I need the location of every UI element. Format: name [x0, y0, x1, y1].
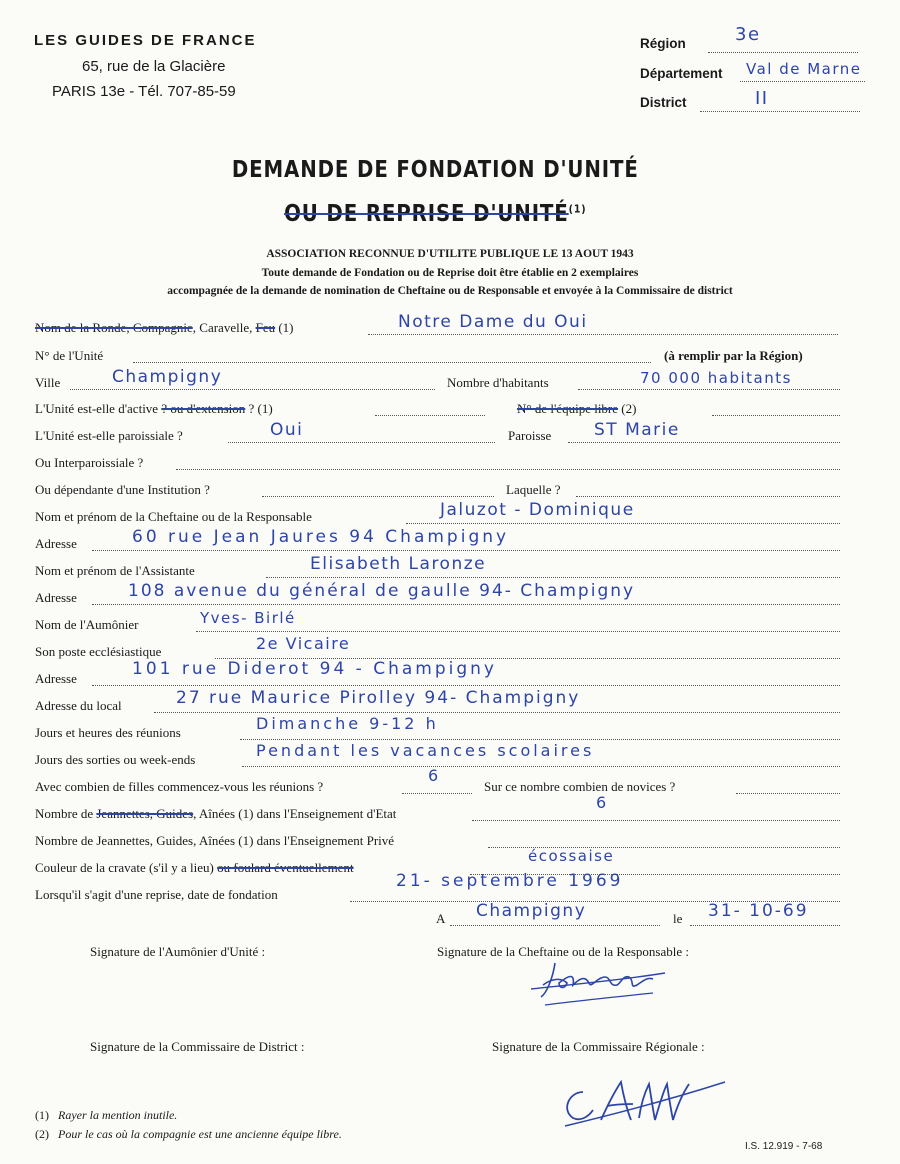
- signature-regionale-label: Signature de la Commissaire Régionale :: [492, 1039, 705, 1054]
- field-paroissiale-label: L'Unité est-elle paroissiale ?: [35, 428, 183, 443]
- field-filles-label: Avec combien de filles commencez-vous les réunions ?: [35, 779, 324, 794]
- organization-address-city: PARIS 13e - Tél. 707-85-59: [52, 83, 236, 100]
- field-interparoissiale-line: [176, 469, 840, 470]
- field-poste-label: Son poste ecclésiastique: [35, 644, 162, 659]
- field-equipe-label: [517, 401, 636, 417]
- cravate-label-text: Couleur de la cravate (s'il y a lieu): [35, 860, 218, 875]
- date-value: 31- 10-69: [708, 901, 809, 921]
- field-reprise-label: Lorsqu'il s'agit d'une reprise, date de fondation: [35, 887, 278, 902]
- etat-prefix: Nombre de: [35, 806, 97, 821]
- field-adresse-cheftaine-line: [92, 550, 840, 551]
- district-value: II: [755, 88, 769, 109]
- district-label: District: [640, 95, 687, 110]
- field-aumonier-value: Yves- Birlé: [200, 609, 296, 627]
- field-cravate-label: [35, 860, 354, 876]
- field-sorties-line: [242, 766, 840, 767]
- organization-name: LES GUIDES DE FRANCE: [34, 32, 257, 49]
- field-institution-line: [262, 496, 494, 497]
- regionale-handwritten-signature: [555, 1070, 735, 1130]
- field-no-unite-line: [133, 362, 651, 363]
- field-cheftaine-label: Nom et prénom de la Cheftaine ou de la Responsable: [35, 509, 312, 524]
- nom-ronde-note: (1): [275, 320, 294, 335]
- field-etat-line: [472, 820, 840, 821]
- field-ville-line: [70, 389, 435, 390]
- field-adresse-cheftaine-value: 60 rue Jean Jaures 94 Champigny: [132, 527, 510, 547]
- field-adresse-assistante-value: 108 avenue du général de gaulle 94- Champigny: [128, 581, 636, 601]
- field-reunions-value: Dimanche 9-12 h: [256, 714, 439, 733]
- field-paroisse-label: Paroisse: [508, 428, 552, 443]
- field-aumonier-line: [196, 631, 840, 632]
- field-sorties-value: Pendant les vacances scolaires: [256, 741, 595, 760]
- field-adresse-cheftaine-label: Adresse: [35, 536, 77, 551]
- place-label: A: [436, 911, 446, 926]
- region-value: 3e: [735, 24, 761, 45]
- field-etat-value: 6: [596, 793, 608, 812]
- form-subtitle: [61, 201, 809, 227]
- cravate-struck: ou foulard éventuellement: [217, 860, 354, 875]
- departement-value: Val de Marne: [746, 60, 862, 78]
- etat-suffix: , Aînées (1) dans l'Enseignement d'Etat: [193, 806, 397, 821]
- instruction-line-2: accompagnée de la demande de nomination de Cheftaine ou de Responsable et envoyée à la Commissaire de district: [167, 285, 733, 297]
- field-paroissiale-line: [228, 442, 495, 443]
- field-paroisse-value: ST Marie: [594, 420, 680, 440]
- field-active-label: [35, 401, 273, 417]
- departement-label: Département: [640, 66, 723, 81]
- field-no-unite-label: N° de l'Unité: [35, 348, 104, 363]
- field-habitants-line: [578, 389, 840, 390]
- field-reprise-value: 21- septembre 1969: [396, 871, 624, 891]
- field-adresse-aumonier-value: 101 rue Diderot 94 - Champigny: [132, 659, 497, 679]
- field-assistante-label: Nom et prénom de l'Assistante: [35, 563, 195, 578]
- field-local-label: Adresse du local: [35, 698, 122, 713]
- active-note: ? (1): [248, 401, 273, 416]
- field-ville-label: Ville: [35, 375, 61, 390]
- footnote-2: [35, 1127, 342, 1142]
- form-subtitle-text: OU DE REPRISE D'UNITÉ: [284, 201, 569, 227]
- field-adresse-assistante-line: [92, 604, 840, 605]
- field-paroissiale-value: Oui: [270, 420, 304, 440]
- field-active-line: [375, 415, 485, 416]
- field-nom-ronde-line: [368, 334, 838, 335]
- place-value: Champigny: [476, 901, 587, 921]
- active-label-text: L'Unité est-elle d'active: [35, 401, 159, 416]
- district-line: [700, 111, 860, 112]
- field-novices-label: Sur ce nombre combien de novices ?: [484, 779, 676, 794]
- signature-cheftaine-label: Signature de la Cheftaine ou de la Responsable :: [437, 944, 689, 959]
- association-notice: ASSOCIATION RECONNUE D'UTILITE PUBLIQUE LE 13 AOUT 1943: [266, 248, 634, 260]
- footnote-1-text: Rayer la mention inutile.: [58, 1108, 178, 1122]
- region-label: Région: [640, 36, 686, 51]
- footnote-1: [35, 1108, 177, 1123]
- nom-ronde-feu: Feu: [255, 320, 276, 335]
- field-nom-ronde-label: [35, 320, 294, 336]
- field-filles-line: [402, 793, 472, 794]
- field-habitants-value: 70 000 habitants: [640, 369, 792, 387]
- nom-ronde-caravelle: , Caravelle,: [192, 320, 256, 335]
- field-local-line: [154, 712, 840, 713]
- field-cheftaine-line: [406, 523, 840, 524]
- field-reunions-line: [240, 739, 840, 740]
- footnote-2-number: (2): [35, 1127, 49, 1141]
- field-poste-value: 2e Vicaire: [256, 634, 351, 653]
- place-line: [450, 925, 660, 926]
- date-label: le: [673, 911, 683, 926]
- departement-line: [740, 81, 865, 82]
- field-filles-value: 6: [428, 766, 440, 785]
- field-novices-line: [736, 793, 840, 794]
- field-adresse-aumonier-line: [92, 685, 840, 686]
- field-equipe-line: [712, 415, 840, 416]
- field-institution-label: Ou dépendante d'une Institution ?: [35, 482, 210, 497]
- field-sorties-label: Jours des sorties ou week-ends: [35, 752, 196, 767]
- instruction-line-1: Toute demande de Fondation ou de Reprise doit être établie en 2 exemplaires: [261, 267, 639, 279]
- field-aumonier-label: Nom de l'Aumônier: [35, 617, 139, 632]
- region-line: [708, 52, 858, 53]
- field-cheftaine-value: Jaluzot - Dominique: [440, 500, 635, 520]
- etat-struck: Jeannettes, Guides: [96, 806, 194, 821]
- signature-aumonier-label: Signature de l'Aumônier d'Unité :: [90, 944, 266, 959]
- footnote-1-number: (1): [35, 1108, 49, 1122]
- form-subtitle-note: (1): [568, 202, 587, 216]
- field-assistante-value: Elisabeth Laronze: [310, 554, 487, 574]
- field-reunions-label: Jours et heures des réunions: [35, 725, 181, 740]
- field-local-value: 27 rue Maurice Pirolley 94- Champigny: [176, 688, 581, 708]
- form-reference: I.S. 12.919 - 7-68: [745, 1141, 823, 1152]
- field-cravate-value: écossaise: [528, 847, 615, 865]
- field-laquelle-line: [576, 496, 840, 497]
- field-nom-ronde-value: Notre Dame du Oui: [398, 312, 588, 332]
- footnote-2-text: Pour le cas où la compagnie est une ancienne équipe libre.: [58, 1127, 342, 1141]
- field-ville-value: Champigny: [112, 367, 223, 387]
- form-title: DEMANDE DE FONDATION D'UNITÉ: [231, 157, 639, 183]
- equipe-struck: N° de l'équipe libre: [517, 401, 619, 416]
- field-assistante-line: [266, 577, 840, 578]
- field-paroisse-line: [568, 442, 840, 443]
- field-habitants-label: Nombre d'habitants: [447, 375, 549, 390]
- field-interparoissiale-label: Ou Interparoissiale ?: [35, 455, 144, 470]
- equipe-note: (2): [621, 401, 637, 416]
- nom-ronde-struck: Nom de la Ronde, Compagnie: [35, 320, 193, 335]
- field-adresse-aumonier-label: Adresse: [35, 671, 77, 686]
- field-no-unite-note: (à remplir par la Région): [664, 348, 803, 363]
- cheftaine-handwritten-signature: [525, 955, 675, 1020]
- organization-address-street: 65, rue de la Glacière: [82, 58, 226, 75]
- active-struck: ? ou d'extension: [161, 401, 246, 416]
- field-etat-label: [35, 806, 396, 822]
- date-line: [690, 925, 840, 926]
- field-prive-label: Nombre de Jeannettes, Guides, Aînées (1) dans l'Enseignement Privé: [35, 833, 395, 848]
- field-laquelle-label: Laquelle ?: [506, 482, 561, 497]
- signature-district-label: Signature de la Commissaire de District :: [90, 1039, 305, 1054]
- field-adresse-assistante-label: Adresse: [35, 590, 77, 605]
